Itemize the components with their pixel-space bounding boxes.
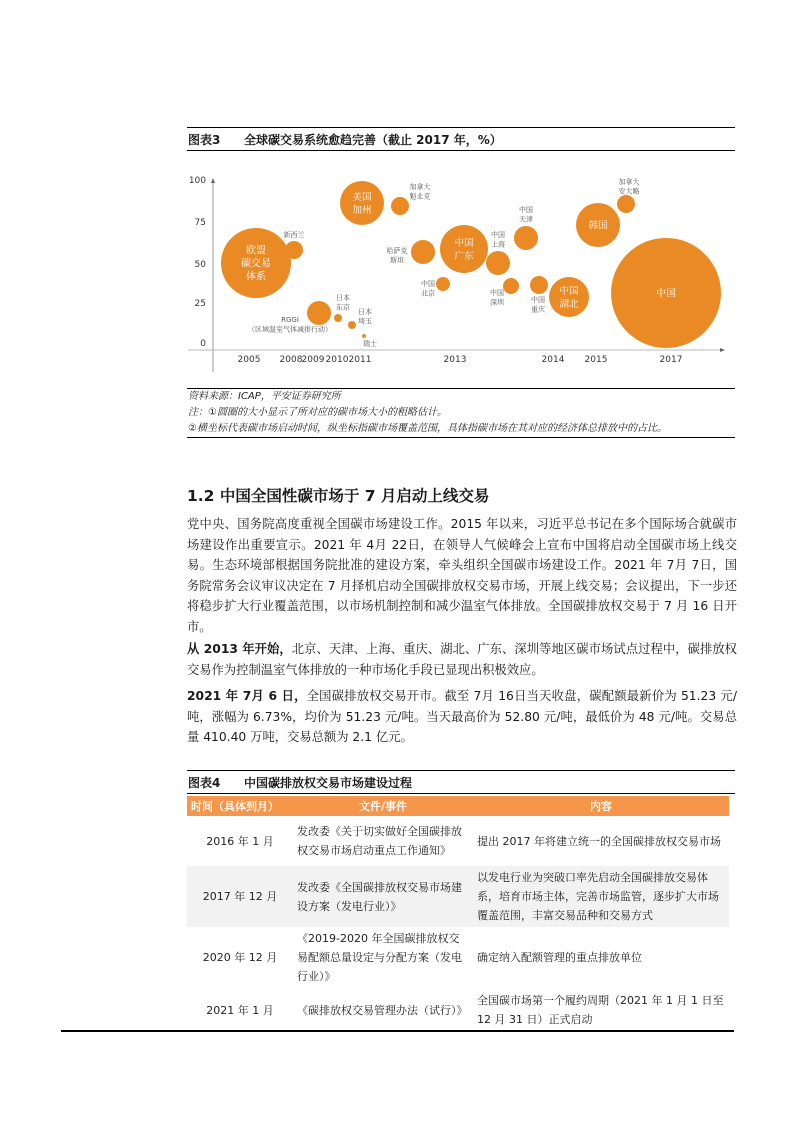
bubble-label: 欧盟 xyxy=(246,245,266,257)
bubble xyxy=(348,321,356,329)
section-heading: 1.2 中国全国性碳市场于 7 月启动上线交易 xyxy=(187,487,490,505)
bubble-label: 哈萨克 xyxy=(386,247,408,255)
cell-time: 2020 年 12 月 xyxy=(202,951,278,964)
footer-divider xyxy=(61,1030,734,1032)
paragraph-3-lead: 2021 年 7月 6 日， xyxy=(187,689,307,703)
table-row xyxy=(187,816,729,866)
x-tick-label: 2009 xyxy=(301,355,325,365)
bubble-label: 北京 xyxy=(421,289,435,298)
bubble-label: 中国 xyxy=(656,288,676,300)
bubble-chart xyxy=(0,0,793,380)
y-axis xyxy=(211,178,215,372)
bubble-label: 天津 xyxy=(519,215,533,224)
x-tick-label: 2005 xyxy=(237,355,261,365)
figure3-label: 图表3 xyxy=(188,133,221,147)
figure3-note-2: ②横坐标代表碳市场启动时间，纵坐标指碳市场覆盖范围，具体指碳市场在其对应的经济体总排放中的占比。 xyxy=(188,423,667,434)
cell-time: 2017 年 12 月 xyxy=(187,866,293,927)
bubble-label: 安大略 xyxy=(618,187,640,196)
y-tick-label: 25 xyxy=(194,299,206,309)
bubble-label: 中国 xyxy=(491,231,505,239)
bubbles xyxy=(221,177,721,348)
bubble-label: 加拿大 xyxy=(618,178,640,186)
bubble xyxy=(440,225,488,273)
cell-event: 发改委《全国碳排放权交易市场建设方案（发电行业）》 xyxy=(293,866,473,927)
figure3-notes xyxy=(187,388,735,438)
y-tick-labels xyxy=(189,176,206,349)
bubble-label: （区域温室气体减排行动） xyxy=(248,325,332,334)
figure4-title xyxy=(187,771,735,793)
bubble-label: 埼玉 xyxy=(358,317,372,326)
bubble-label: 东京 xyxy=(336,303,350,312)
figure4-title-bar xyxy=(187,770,735,794)
figure4-label: 图表4 xyxy=(188,776,221,790)
table-row xyxy=(187,988,729,1032)
x-tick-label: 2008 xyxy=(279,355,303,365)
column-header-content: 内容 xyxy=(473,796,729,816)
x-tick-label: 2017 xyxy=(659,355,683,365)
figure3-note-1: 注：①圆圈的大小显示了所对应的碳市场大小的粗略估计。 xyxy=(188,407,447,418)
bubble-label: 加州 xyxy=(352,205,372,216)
bubble-label: 中国 xyxy=(490,289,504,297)
bubble-label: 斯坦 xyxy=(390,256,404,265)
paragraph-1: 党中央、国务院高度重视全国碳市场建设工作。2015 年以来，习近平总书记在多个国际场合就碳市场建设作出重要宣示。2021 年 4月 22日，在领导人气候峰会上宣布中国将启动全国碳市场上线交易。生态环境部根据国务院批准的建设方案，牵头组织全国碳市场建设工作。2021 年 7月 7日，国务院常务会议审议决定在 7 月择机启动全国碳排放权交易市场，开展上线交易；会议提出，下一步还将稳步扩大行业覆盖范围，以市场机制控制和减少温室气体排放。全国碳排放权交易于 7 月 16 日开市。 xyxy=(187,517,737,634)
paragraph-2 xyxy=(187,639,737,680)
bubble xyxy=(514,226,538,250)
bubble-label: 湖北 xyxy=(559,299,579,310)
y-tick-label: 0 xyxy=(200,339,206,349)
bubble-label: 中国 xyxy=(421,280,435,288)
bubble-label: 日本 xyxy=(336,294,350,302)
column-header-event: 文件/事件 xyxy=(293,796,473,816)
bubble xyxy=(617,195,635,213)
bubble-label: 中国 xyxy=(559,286,579,297)
paragraph-3 xyxy=(187,686,737,748)
figure4-title-text: 中国碳排放权交易市场建设过程 xyxy=(244,776,413,790)
bubble-label: 中国 xyxy=(531,296,545,304)
bubble xyxy=(486,251,510,275)
bubble xyxy=(530,276,548,294)
bubble xyxy=(436,277,450,291)
figure3-title-text: 全球碳交易系统愈趋完善（截止 2017 年，%） xyxy=(244,133,502,147)
x-tick-label: 2011 xyxy=(348,355,372,365)
cell-content: 确定纳入配额管理的重点排放单位 xyxy=(477,951,642,964)
paragraph-3-body: 全国碳排放权交易开市。截至 7月 16日当天收盘，碳配额最新价为 51.23 元/吨，涨幅为 6.73%，均价为 51.23 元/吨。当天最高价为 52.80 元/吨，最低价为 48 元/吨。交易总量 410.40 万吨，交易总额为 2.1 亿元。 xyxy=(187,689,737,744)
bubble xyxy=(411,240,435,264)
table-row xyxy=(187,927,729,988)
cell-time: 2016 年 1 月 xyxy=(206,834,274,848)
bubble-label: 碳交易 xyxy=(241,258,271,270)
cell-event: 《2019-2020 年全国碳排放权交易配额总量设定与分配方案（发电行业）》 xyxy=(297,932,462,983)
bubble-label: 日本 xyxy=(358,308,372,316)
y-tick-label: 75 xyxy=(194,218,206,228)
bubble xyxy=(549,277,589,317)
timeline-table xyxy=(187,796,729,1032)
bubble xyxy=(285,241,303,259)
x-tick-label: 2014 xyxy=(541,355,565,365)
bubble-label: 重庆 xyxy=(531,305,545,314)
x-tick-label: 2015 xyxy=(584,355,608,365)
bubble-label: 广东 xyxy=(454,251,474,262)
bubble xyxy=(362,334,366,338)
bubble-label: 美国 xyxy=(352,192,372,203)
bubble xyxy=(391,197,409,215)
cell-event: 《碳排放权交易管理办法（试行）》 xyxy=(297,1003,468,1017)
table-row xyxy=(187,866,729,927)
bubble-label: 加拿大 xyxy=(409,183,431,191)
cell-content: 提出 2017 年将建立统一的全国碳排放权交易市场 xyxy=(477,834,721,848)
bubble xyxy=(503,278,519,294)
y-tick-label: 50 xyxy=(194,260,206,270)
table-header-row xyxy=(187,796,729,816)
x-tick-label: 2010 xyxy=(325,355,349,365)
bubble-label: 中国 xyxy=(519,206,533,214)
x-tick-labels xyxy=(238,355,683,365)
bubble-label: 新西兰 xyxy=(283,231,305,239)
cell-content: 以发电行业为突破口率先启动全国碳排放交易体系，培育市场主体，完善市场监管，逐步扩大市场覆盖范围，丰富交易品种和交易方式 xyxy=(473,866,729,927)
column-header-time: 时间（具体到月） xyxy=(187,796,293,816)
figure3-source: 资料来源：ICAP，平安证券研究所 xyxy=(188,391,341,402)
bubble-label: 瑞士 xyxy=(363,340,377,348)
bubble-label: 体系 xyxy=(246,271,266,283)
paragraph-2-lead: 从 2013 年开始， xyxy=(187,642,292,656)
bubble-label: 上海 xyxy=(491,240,505,249)
cell-time: 2021 年 1 月 xyxy=(206,1003,274,1017)
x-axis xyxy=(188,348,725,352)
paragraph-2-body: 北京、天津、上海、重庆、湖北、广东、深圳等地区碳市场试点过程中，碳排放权交易作为控制温室气体排放的一种市场化手段已显现出积极效应。 xyxy=(187,642,737,677)
bubble-label: 深圳 xyxy=(490,298,504,307)
bubble xyxy=(340,181,384,225)
bubble xyxy=(307,301,331,325)
bubble xyxy=(334,314,342,322)
y-tick-label: 100 xyxy=(188,176,206,186)
bubble-label: 韩国 xyxy=(588,220,608,232)
bubble-label: RGGI xyxy=(281,316,299,324)
cell-event: 发改委《关于切实做好全国碳排放权交易市场启动重点工作通知》 xyxy=(297,825,462,857)
cell-content: 全国碳市场第一个履约周期（2021 年 1 月 1 日至 12 月 31 日）正式启动 xyxy=(477,994,724,1026)
bubble-label: 中国 xyxy=(454,238,474,249)
bubble-label: 魁北克 xyxy=(409,192,431,201)
x-tick-label: 2013 xyxy=(443,355,467,365)
